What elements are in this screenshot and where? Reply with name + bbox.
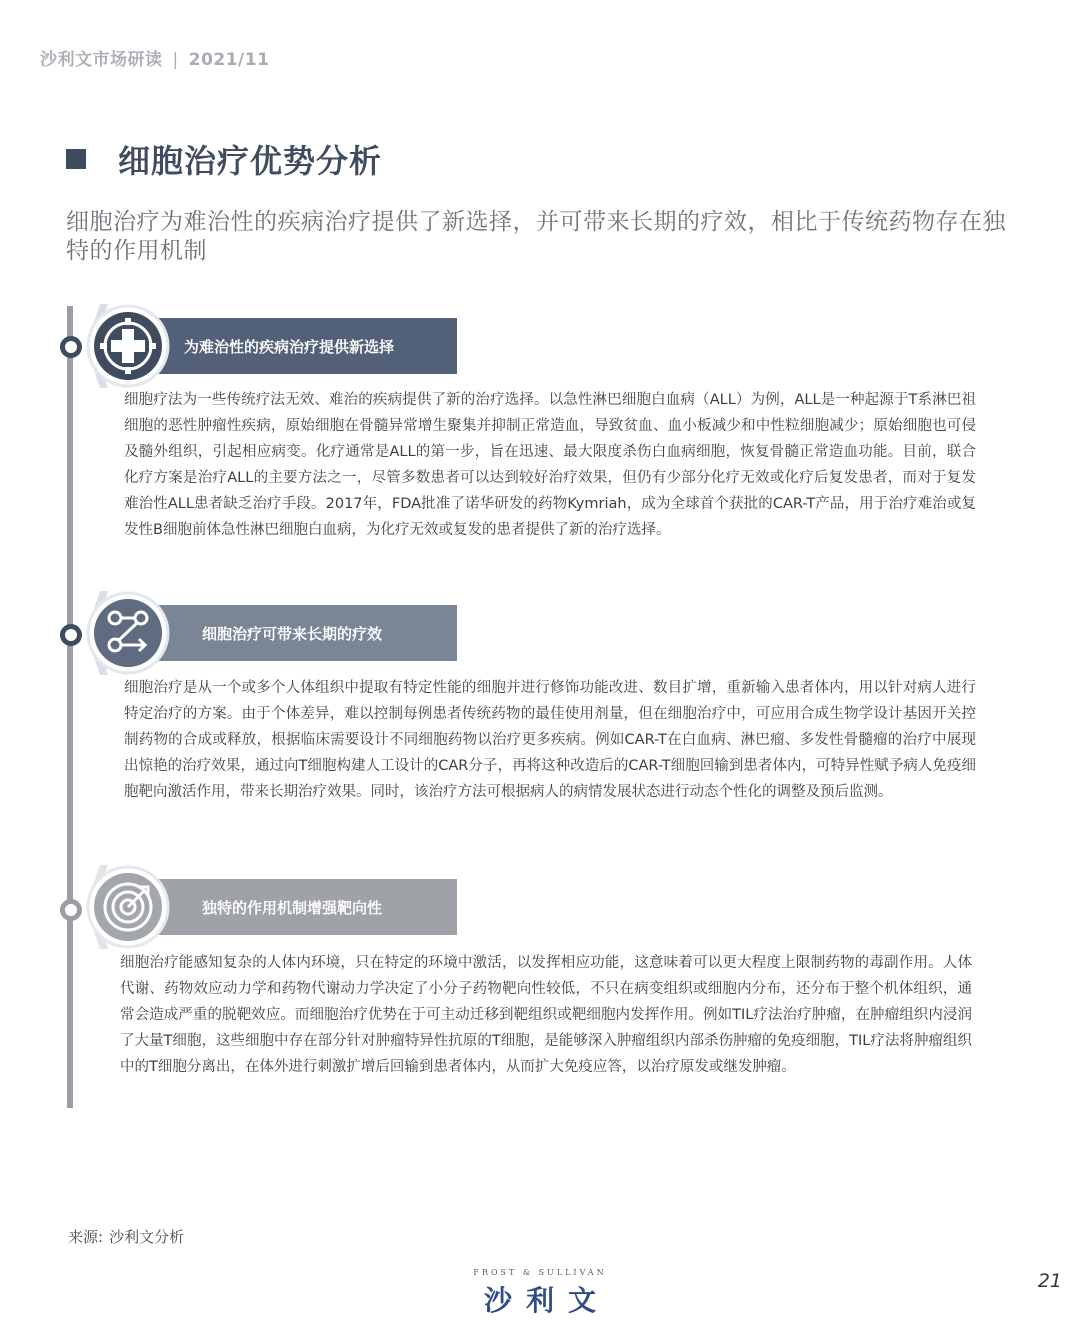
section-3-body: 细胞治疗能感知复杂的人体内环境，只在特定的环境中激活，以发挥相应功能，这意味着可以更大程度上限制药物的毒副作用。人体代谢、药物效应动力学和药物代谢动力学决定了小分子药物靶向性较低，不只在病变组织或细胞内分布，还分布于整个机体组织，通常会造成严重的脱靶效应。而细胞治疗优势在于可主动迁移到靶组织或靶细胞内发挥作用。例如TIL疗法治疗肿瘤，在肿瘤组织内浸润了大量T细胞，这些细胞中存在部分针对肿瘤特异性抗原的T细胞，是能够深入肿瘤组织内部杀伤肿瘤的免疫细胞，TIL疗法将肿瘤组织中的T细胞分离出，在体外进行刺激扩增后回输到患者体内，从而扩大免疫应答，以治疗原发或继发肿瘤。: [120, 955, 972, 1075]
section-2-body: 细胞治疗是从一个或多个人体组织中提取有特定性能的细胞并进行修饰功能改进、数目扩增，重新输入患者体内，用以针对病人进行特定治疗的方案。由于个体差异，难以控制每例患者传统药物的最佳使用剂量，但在细胞治疗中，可应用合成生物学设计基因开关控制药物的合成或释放，根据临床需要设计不同细胞药物以治疗更多疾病。例如CAR-T在白血病、淋巴瘤、多发性骨髓瘤的治疗中展现出惊艳的治疗效果，通过向T细胞构建人工设计的CAR分子，再将这种改造后的CAR-T细胞回输到患者体内，可特异性赋予病人免疫细胞靶向激活作用，带来长期治疗效果。同时，该治疗方法可根据病人的病情发展状态进行动态个性化的调整及预后监测。: [124, 680, 976, 800]
timeline-dot: [60, 899, 82, 921]
header-date: 2021/11: [188, 50, 270, 70]
source-text: 沙利文分析: [109, 1228, 185, 1246]
section-3-heading: 独特的作用机制增强靶向性: [202, 898, 383, 917]
timeline-dot: [60, 624, 82, 646]
header-brand: 沙利文市场研读: [40, 50, 163, 70]
logo-chinese: 沙利文: [483, 1284, 610, 1317]
timeline-dot: [60, 336, 82, 358]
timeline-line: [67, 306, 73, 1108]
header-separator: |: [172, 50, 179, 70]
report-header: [40, 45, 269, 70]
section-2-heading: 细胞治疗可带来长期的疗效: [202, 624, 383, 643]
logo-english: FROST & SULLIVAN: [473, 1268, 607, 1277]
page-title: 细胞治疗优势分析: [118, 142, 383, 180]
target-icon: [78, 857, 178, 957]
section-3-heading-banner: [150, 879, 457, 935]
title-row: [66, 136, 382, 182]
section-2-heading-banner: [150, 605, 457, 661]
section-1-heading-banner: [150, 318, 457, 374]
medical-cross-icon: [78, 296, 178, 396]
section-1-heading: 为难治性的疾病治疗提供新选择: [184, 337, 395, 356]
source-note: [68, 1226, 184, 1247]
route-path-icon: [78, 583, 178, 683]
title-square-icon: [66, 149, 86, 169]
page-number: 21: [1037, 1270, 1062, 1292]
section-1-body: 细胞疗法为一些传统疗法无效、难治的疾病提供了新的治疗选择。以急性淋巴细胞白血病（ALL）为例，ALL是一种起源于T系淋巴祖细胞的恶性肿瘤性疾病，原始细胞在骨髓异常增生聚集并抑制正常造血，导致贫血、血小板减少和中性粒细胞减少；原始细胞也可侵及髓外组织，引起相应病变。化疗通常是ALL的第一步，旨在迅速、最大限度杀伤白血病细胞，恢复骨髓正常造血功能。目前，联合化疗方案是治疗ALL的主要方法之一，尽管多数患者可以达到较好治疗效果，但仍有少部分化疗无效或化疗后复发患者，而对于复发难治性ALL患者缺乏治疗手段。2017年，FDA批准了诺华研发的药物Kymriah，成为全球首个获批的CAR-T产品，用于治疗难治或复发性B细胞前体急性淋巴细胞白血病，为化疗无效或复发的患者提供了新的治疗选择。: [124, 392, 976, 538]
source-label: 来源:: [68, 1228, 104, 1246]
page-subtitle: 细胞治疗为难治性的疾病治疗提供了新选择，并可带来长期的疗效，相比于传统药物存在独特的作用机制: [66, 209, 1006, 264]
frost-sullivan-logo: [460, 1268, 620, 1319]
